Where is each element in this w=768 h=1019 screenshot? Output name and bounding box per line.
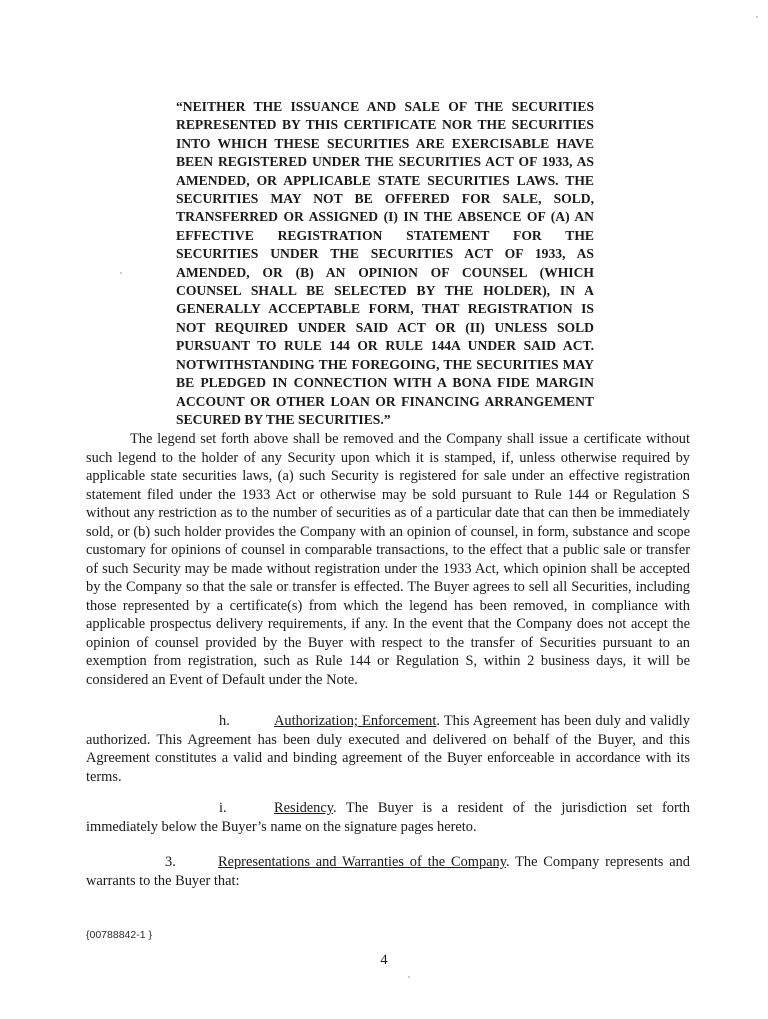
scan-speck (120, 272, 122, 274)
section-i-heading: Residency (274, 800, 334, 816)
section-h-authorization (86, 712, 690, 786)
section-i-body: . The Buyer is a resident of the jurisdiction set forth immediately below the Buyer’s name on the signature pages hereto. (86, 800, 690, 835)
section-i-residency (86, 799, 690, 836)
restrictive-legend: “NEITHER THE ISSUANCE AND SALE OF THE SECURITIES REPRESENTED BY THIS CERTIFICATE NOR THE SECURITIES INTO WHICH THESE SECURITIES ARE EXERCISABLE HAVE BEEN REGISTERED UNDER THE SECURITIES ACT OF 1933, AS AMENDED, OR APPLICABLE STATE SECURITIES LAWS. THE SECURITIES MAY NOT BE OFFERED FOR SALE, SOLD, TRANSFERRED OR ASSIGNED (I) IN THE ABSENCE OF (A) AN EFFECTIVE REGISTRATION STATEMENT FOR THE SECURITIES UNDER THE SECURITIES ACT OF 1933, AS AMENDED, OR (B) AN OPINION OF COUNSEL (WHICH COUNSEL SHALL BE SELECTED BY THE HOLDER), IN A GENERALLY ACCEPTABLE FORM, THAT REGISTRATION IS NOT REQUIRED UNDER SAID ACT OR (II) UNLESS SOLD PURSUANT TO RULE 144 OR RULE 144A UNDER SAID ACT. NOTWITHSTANDING THE FOREGOING, THE SECURITIES MAY BE PLEDGED IN CONNECTION WITH A BONA FIDE MARGIN ACCOUNT OR OTHER LOAN OR FINANCING ARRANGEMENT SECURED BY THE SECURITIES.” (176, 99, 594, 427)
section-h-number: h. (219, 713, 230, 729)
section-3-representations (86, 853, 690, 890)
section-3-number: 3. (165, 854, 176, 870)
section-3-heading: Representations and Warranties of the Company (218, 854, 506, 870)
section-i-number: i. (219, 800, 227, 816)
legend-removal-paragraph: The legend set forth above shall be removed and the Company shall issue a certificate without such legend to the holder of any Security upon which it is stamped, if, unless otherwise required by applicable state securities laws, (a) such Security is registered for sale under an effective registration statement filed under the 1933 Act or otherwise may be sold pursuant to Rule 144 or Regulation S without any restriction as to the number of securities as of a particular date that can then be immediately sold, or (b) such holder provides the Company with an opinion of counsel, in form, substance and scope customary for opinions of counsel in comparable transactions, to the effect that a public sale or transfer of such Security may be made without registration under the 1933 Act, which opinion shall be accepted by the Company so that the sale or transfer is effected. The Buyer agrees to sell all Securities, including those represented by a certificate(s) from which the legend has been removed, in compliance with applicable prospectus delivery requirements, if any. In the event that the Company does not accept the opinion of counsel provided by the Buyer with respect to the transfer of Securities pursuant to an exemption from registration, such as Rule 144 or Regulation S, within 2 business days, it will be considered an Event of Default under the Note. (86, 431, 690, 688)
document-id-footer: {00788842-1 } (86, 929, 152, 941)
scan-speck (408, 976, 410, 978)
section-h-heading: Authorization; Enforcement (274, 713, 437, 729)
section-3-body: . The Company represents and warrants to the Buyer that: (86, 854, 690, 889)
section-h-body: . This Agreement has been duly and validly authorized. This Agreement has been duly executed and delivered on behalf of the Buyer, and this Agreement constitutes a valid and binding agreement of the Buyer enforceable in accordance with its terms. (86, 713, 690, 785)
page-number: 4 (380, 952, 388, 968)
scan-speck (756, 16, 758, 18)
